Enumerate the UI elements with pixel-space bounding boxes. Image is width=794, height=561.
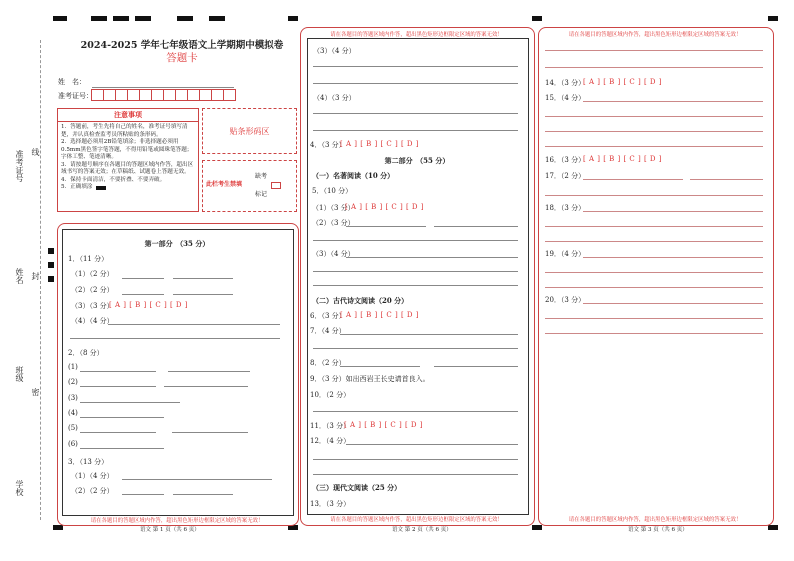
- registration-mark: [768, 16, 778, 21]
- question-label: 6．（3 分）: [310, 312, 346, 320]
- absent-box: [202, 160, 297, 212]
- answer-line[interactable]: [434, 366, 518, 367]
- answer-line[interactable]: [173, 294, 233, 295]
- answer-line[interactable]: [583, 101, 763, 102]
- question-label: （1）（4 分）: [71, 472, 114, 480]
- page-title: 2024-2025 学年七年级语文上学期期中模拟卷: [80, 40, 284, 51]
- answer-line[interactable]: [313, 130, 518, 131]
- question-label: (5): [68, 424, 78, 432]
- answer-line[interactable]: [346, 257, 518, 258]
- answer-line[interactable]: [164, 386, 248, 387]
- question-label: (4): [68, 409, 78, 417]
- exam-no-label: 准考证号：: [58, 92, 93, 100]
- answer-line[interactable]: [313, 113, 518, 114]
- question-label: （2）（3 分）: [312, 219, 355, 227]
- question-label: （2）（2 分）: [71, 487, 114, 495]
- name-label: 姓 名：: [58, 78, 86, 86]
- answer-line[interactable]: [80, 432, 156, 433]
- answer-line[interactable]: [545, 287, 763, 288]
- page-footer: 语文 第 3 页（共 6 页）: [628, 527, 688, 533]
- question-label: 18．（3 分）: [545, 204, 586, 212]
- question-label: 20．（3 分）: [545, 296, 586, 304]
- answer-line[interactable]: [583, 257, 763, 258]
- question-label: 9．（3 分）如出西岩王长史请首良入。: [310, 375, 430, 383]
- notice-title: 注意事项: [58, 109, 198, 122]
- answer-line[interactable]: [545, 116, 763, 117]
- binding-school: 学校: [15, 480, 24, 496]
- part-heading: 第一部分 （35 分）: [144, 239, 210, 248]
- barcode-area: 贴条形码区: [202, 108, 297, 154]
- binding-class: 班级: [15, 366, 24, 382]
- answer-line[interactable]: [313, 474, 518, 475]
- question-label: 2．（8 分）: [68, 349, 104, 357]
- question-label: （1）（2 分）: [71, 270, 114, 278]
- question-label: （1）（3 分）: [312, 204, 355, 212]
- question-label: 14．（3 分）: [545, 79, 586, 87]
- answer-line[interactable]: [122, 494, 164, 495]
- name-field[interactable]: [92, 87, 234, 88]
- absent-checkbox[interactable]: [271, 182, 281, 189]
- answer-line[interactable]: [313, 348, 518, 349]
- choice-options[interactable]: [ A ] [ B ] [ C ] [ D ]: [583, 78, 662, 86]
- question-label: 5．（10 分）: [312, 187, 353, 195]
- question-label: 16．（3 分）: [545, 156, 586, 164]
- question-label: （4）（4 分）: [71, 317, 114, 325]
- answer-line[interactable]: [545, 226, 763, 227]
- notice-box: [57, 108, 199, 212]
- answer-line[interactable]: [545, 333, 763, 334]
- question-label: (3): [68, 394, 78, 402]
- answer-line[interactable]: [346, 226, 426, 227]
- question-label: (6): [68, 440, 78, 448]
- answer-line[interactable]: [80, 417, 164, 418]
- question-label: （4）（3 分）: [313, 94, 356, 102]
- answer-line[interactable]: [545, 146, 763, 147]
- registration-mark: [48, 248, 54, 254]
- filled-sample: [96, 186, 106, 190]
- answer-line[interactable]: [313, 285, 518, 286]
- notice-item: 5．正确填涂: [61, 184, 195, 192]
- answer-line[interactable]: [313, 459, 518, 460]
- answer-line[interactable]: [122, 278, 164, 279]
- answer-line[interactable]: [340, 334, 518, 335]
- answer-line[interactable]: [173, 494, 233, 495]
- question-label: (1): [68, 363, 78, 371]
- page-subtitle: 答题卡: [166, 52, 198, 64]
- answer-line[interactable]: [313, 271, 518, 272]
- registration-mark: [91, 16, 107, 21]
- choice-options[interactable]: [ A ] [ B ] [ C ] [ D ]: [345, 203, 424, 211]
- question-label: 4．（3 分）: [310, 141, 346, 149]
- question-label: 10．（2 分）: [310, 391, 351, 399]
- absent-label: 此栏考生禁填: [206, 181, 243, 188]
- answer-line[interactable]: [340, 366, 420, 367]
- registration-mark: [532, 16, 542, 21]
- answer-line[interactable]: [173, 278, 233, 279]
- answer-line[interactable]: [545, 131, 763, 132]
- binding-line: 线: [31, 148, 40, 156]
- answer-line[interactable]: [80, 448, 164, 449]
- answer-line[interactable]: [313, 240, 518, 241]
- question-label: （2）（2 分）: [71, 286, 114, 294]
- answer-line[interactable]: [545, 50, 763, 51]
- answer-line[interactable]: [545, 318, 763, 319]
- notice-item: 4．保持卡面清洁，不要折叠、不要弄破。: [61, 176, 166, 183]
- question-label: （3）（4 分）: [313, 47, 356, 55]
- answer-line[interactable]: [545, 67, 763, 68]
- page-footer: 语文 第 1 页（共 6 页）: [140, 527, 200, 533]
- answer-line[interactable]: [313, 66, 518, 67]
- question-label: 11．（3 分）: [310, 422, 351, 430]
- answer-line[interactable]: [168, 371, 250, 372]
- registration-mark: [532, 525, 542, 530]
- answer-line[interactable]: [583, 211, 763, 212]
- binding-name: 姓名: [15, 268, 24, 284]
- warning-text: 请在各题目的答题区域内作答，超出黑色矩形边框限定区域的答案无效！: [568, 32, 742, 38]
- registration-mark: [48, 276, 54, 282]
- registration-mark: [135, 16, 151, 21]
- answer-line[interactable]: [545, 195, 763, 196]
- binding-exam-no: 准考证号: [15, 150, 24, 182]
- answer-line[interactable]: [583, 303, 763, 304]
- answer-line[interactable]: [108, 324, 280, 325]
- answer-line[interactable]: [122, 479, 272, 480]
- answer-line[interactable]: [583, 179, 683, 180]
- question-label: 8．（2 分）: [310, 359, 346, 367]
- question-label: 13．（3 分）: [310, 500, 351, 508]
- answer-line[interactable]: [545, 241, 763, 242]
- question-label: 17．（2 分）: [545, 172, 586, 180]
- section-heading: （二）古代诗文阅读（20 分）: [312, 296, 409, 305]
- choice-options[interactable]: [ A ] [ B ] [ C ] [ D ]: [340, 311, 419, 319]
- answer-line[interactable]: [70, 338, 280, 339]
- registration-mark: [288, 16, 298, 21]
- answer-line[interactable]: [690, 179, 763, 180]
- question-label: (2): [68, 378, 78, 386]
- absent-mark-label: 标记: [255, 191, 268, 198]
- warning-text: 请在各题目的答题区域内作答，超出黑色矩形边框限定区域的答案无效！: [330, 517, 503, 523]
- answer-line[interactable]: [80, 371, 156, 372]
- registration-mark: [209, 16, 225, 21]
- registration-mark: [53, 16, 67, 21]
- section-heading: （三）现代文阅读（25 分）: [312, 483, 402, 492]
- choice-options[interactable]: [ A ] [ B ] [ C ] [ D ]: [344, 421, 423, 429]
- page-footer: 语文 第 2 页（共 6 页）: [392, 527, 452, 533]
- question-label: 19．（4 分）: [545, 250, 586, 258]
- warning-text: 请在各题目的答题区域内作答，超出黑色矩形边框限定区域的答案无效！: [330, 32, 503, 38]
- binding-dashed-line: [40, 40, 41, 520]
- registration-mark: [48, 262, 54, 268]
- answer-line[interactable]: [434, 226, 518, 227]
- answer-line[interactable]: [545, 272, 763, 273]
- binding-seal: 封: [31, 272, 40, 280]
- notice-item: 1．答题前，考生先将自己的姓名，准考证号填写清楚，并认真检查监考员所粘贴的条形码。: [61, 124, 188, 138]
- answer-line[interactable]: [80, 402, 180, 403]
- choice-options[interactable]: [ A ] [ B ] [ C ] [ D ]: [109, 301, 188, 309]
- section-heading: （一）名著阅读（10 分）: [312, 171, 395, 180]
- registration-mark: [53, 525, 63, 530]
- registration-mark: [768, 525, 778, 530]
- question-label: 12．（4 分）: [310, 437, 351, 445]
- question-label: 3．（13 分）: [68, 458, 109, 466]
- registration-mark: [177, 16, 193, 21]
- question-label: （3）（4 分）: [312, 250, 355, 258]
- answer-line[interactable]: [313, 83, 518, 84]
- answer-line[interactable]: [172, 432, 248, 433]
- choice-options[interactable]: [ A ] [ B ] [ C ] [ D ]: [340, 140, 419, 148]
- registration-mark: [113, 16, 129, 21]
- choice-options[interactable]: [ A ] [ B ] [ C ] [ D ]: [583, 155, 662, 163]
- warning-text: 请在各题目的答题区域内作答，超出黑色矩形边框限定区域的答案无效！: [568, 517, 742, 523]
- answer-line[interactable]: [313, 411, 518, 412]
- absent-mark-label: 缺考: [255, 173, 268, 180]
- exam-no-boxes[interactable]: [91, 89, 235, 101]
- warning-text: 请在各题目的答题区域内作答，超出黑色矩形边框限定区域的答案无效！: [90, 518, 264, 524]
- question-label: 1．（11 分）: [68, 255, 109, 263]
- question-label: 15．（4 分）: [545, 94, 586, 102]
- question-label: 7．（4 分）: [310, 327, 346, 335]
- part-heading: 第二部分 （55 分）: [384, 156, 450, 165]
- answer-line[interactable]: [346, 444, 518, 445]
- answer-line[interactable]: [80, 386, 156, 387]
- answer-line[interactable]: [122, 294, 164, 295]
- notice-item: 3．请按题号顺序在各题目的答题区域内作答，超出区域书写的答案无效；在草稿纸、试题卷上答题无效。: [61, 161, 194, 176]
- binding-secret: 密: [31, 388, 40, 396]
- question-label: （3）（3 分）: [71, 302, 114, 310]
- notice-item: 2．选择题必须用2B铅笔填涂；非选择题必须用0.5mm黑色签字笔答题，不得用铅笔或圆珠笔答题；字体工整、笔迹清晰。: [61, 139, 193, 161]
